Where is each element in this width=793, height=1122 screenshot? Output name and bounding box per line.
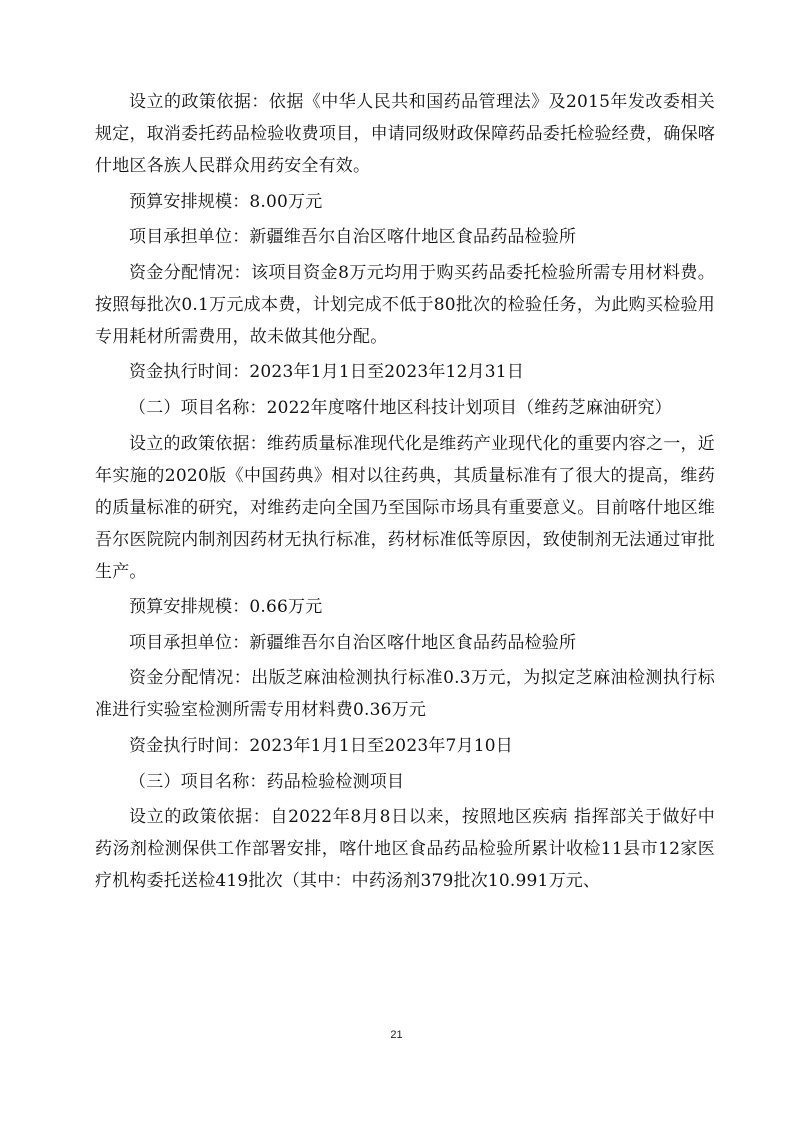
paragraph-policy-basis-1: 设立的政策依据：依据《中华人民共和国药品管理法》及2015年发改委相关规定，取消委托药品检验收费项目，申请同级财政保障药品委托检验经费，确保喀什地区各族人民群众用药安全有效。 [95,92,715,176]
page-number: 21 [390,1029,403,1041]
paragraph-execution-time-1: 资金执行时间：2023年1月1日至2023年12月31日 [129,362,525,383]
section-heading-2: （二）项目名称：2022年度喀什地区科技计划项目（维药芝麻油研究） [129,397,672,418]
paragraph-budget-2: 预算安排规模：0.66万元 [129,597,323,618]
section-heading-3: （三）项目名称：药品检验检测项目 [129,771,405,792]
body-text [95,86,715,901]
paragraph-unit-1: 项目承担单位：新疆维吾尔自治区喀什地区食品药品检验所 [129,227,577,248]
paragraph-policy-basis-3: 设立的政策依据：自2022年8月8日以来，按照地区疾病 指挥部关于做好中药汤剂检测保供工作部署安排，喀什地区食品药品检验所累计收检11县市12家医疗机构委托送检419批次（其中：中药汤剂379批次10.991万元、 [95,807,715,892]
paragraph-policy-basis-2: 设立的政策依据：维药质量标准现代化是维药产业现代化的重要内容之一，近年实施的2020版《中国药典》相对以往药典，其质量标准有了很大的提高，维药的质量标准的研究，对维药走向全国乃至国际市场具有重要意义。目前喀什地区维吾尔医院院内制剂因药材无执行标准，药材标准低等原因，致使制剂无法通过审批生产。 [95,433,715,582]
paragraph-unit-2: 项目承担单位：新疆维吾尔自治区喀什地区食品药品检验所 [129,632,577,653]
paragraph-budget-1: 预算安排规模：8.00万元 [129,191,323,212]
paragraph-allocation-1: 资金分配情况：该项目资金8万元均用于购买药品委托检验所需专用材料费。按照每批次0.1万元成本费，计划完成不低于80批次的检验任务，为此购买检验用专用耗材所需费用，故未做其他分配。 [95,262,715,347]
paragraph-allocation-2: 资金分配情况：出版芝麻油检测执行标准0.3万元，为拟定芝麻油检测执行标准进行实验室检测所需专用材料费0.36万元 [95,668,715,721]
paragraph-execution-time-2: 资金执行时间：2023年1月1日至2023年7月10日 [129,735,514,756]
